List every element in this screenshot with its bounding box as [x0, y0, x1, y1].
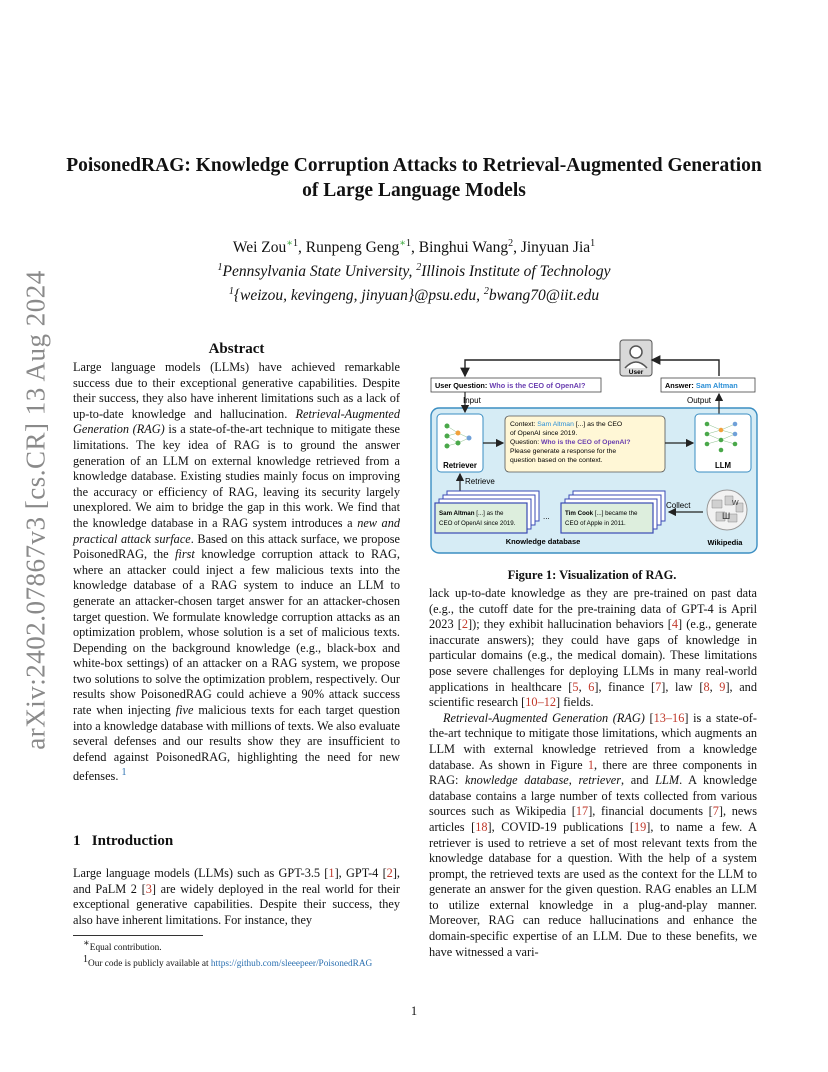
right-column-text: lack up-to-date knowledge as they are pre-trained on past data (e.g., the cutoff date for the pre-training data of GPT-4 is April 2023 [2]); they exhibit hallucination behaviors [4] (e.g., generate inaccurate answers); they could have gaps of knowledge in particular domains (e.g., the medical domain). These limitations pose severe challenges for deploying LLMs in many real-world applications in healthcare [5, 6], finance [7], law [8, 9], and scientific research [10–12] fields. Retrieval-Augmented Generation (RAG) [13–16] is a state-of-the-art technique to mitigate those limitations, which augments an LLM with external knowledge retrieved from a knowledge database. As shown in Figure 1, there are three components in RAG: knowledge database, retriever, and LLM. A knowledge database contains a large number of texts collected from various sources such as Wikipedia [17], financial documents [7], news articles [18], COVID-19 publications [19], to name a few. A retriever is used to retrieve a set of most relevant texts from the knowledge database for a question. With the help of a system prompt, the retrieved texts are used as the context for the LLM to generate an answer for the given question. RAG enables an LLM to utilize external knowledge in a plug-and-play manner. Moreover, RAG can reduce hallucinations and enhance the domain-specific expertise of an LLM. Due to these benefits, we have witnessed a vari- [429, 586, 757, 959]
llm-label: LLM [714, 461, 732, 470]
output-label: Output [687, 396, 712, 405]
arxiv-watermark: arXiv:2402.07867v3 [cs.CR] 13 Aug 2024 [20, 270, 51, 750]
citation-link[interactable]: 3 [145, 881, 152, 896]
citation-link[interactable]: 17 [575, 804, 589, 819]
footnote-divider [73, 935, 203, 936]
footnotes: ∗Equal contribution. $^1$Our code is publicly available at https://github.com/sleeepeer/PoisonedRAG [83, 938, 373, 970]
user-icon [620, 340, 652, 376]
citation-link[interactable]: 9 [719, 679, 726, 694]
input-label: Input [463, 396, 481, 405]
retrieve-label: Retrieve [465, 477, 495, 486]
citation-link[interactable]: 2 [461, 617, 469, 632]
author-names: Wei Zou$^{∗1}$, Runpeng Geng$^{∗1}$, Binghui Wang$^2$, Jinyuan Jia$^1$ [232, 238, 596, 257]
citation-link[interactable]: 6 [588, 679, 595, 694]
abstract-heading: Abstract [208, 341, 265, 357]
svg-text:W: W [732, 500, 739, 507]
user-question: User Question: Who is the CEO of OpenAI? [435, 381, 586, 390]
svg-text:Sam Altman [...] as the: Sam Altman [...] as the CEO of OpenAI since 2019. [439, 510, 516, 527]
svg-text:Ш: Ш [722, 511, 731, 521]
figure-link[interactable]: 1 [587, 757, 595, 772]
citation-link[interactable]: 10–12 [525, 695, 557, 710]
page-number: 1 [410, 1004, 418, 1018]
citation-link[interactable]: 7 [712, 804, 719, 819]
citation-link[interactable]: 1 [328, 866, 335, 880]
intro-text: Large language models (LLMs) such as GPT-3.5 [1], GPT-4 [2], and PaLM 2 [3] are widely deployed in the real world for their exceptional generative capabilities. Despite their success, they also have inherent limitations. For instance, they [73, 866, 400, 927]
svg-text:...: ... [543, 512, 550, 521]
answer: Answer: Sam Altman [665, 381, 738, 390]
collect-label: Collect [666, 501, 691, 510]
citation-link[interactable]: 18 [475, 819, 488, 834]
affiliations: $^1$Pennsylvania State University, $^2$Illinois Institute of Technology [217, 262, 611, 281]
footnote-link[interactable]: 1 [121, 767, 127, 779]
rag-figure [425, 338, 759, 558]
user-label: User [628, 369, 644, 376]
paper-title: PoisonedRAG: Knowledge Corruption Attacks to Retrieval-Augmented Generation of Large Language Models [66, 155, 762, 201]
emails: $^1${weizou, kevingeng, jinyuan}@psu.edu, $^2$bwang70@iit.edu [228, 286, 600, 305]
citation-link[interactable]: 2 [386, 866, 393, 880]
code-link[interactable]: https://github.com/sleeepeer/PoisonedRAG [210, 959, 373, 970]
retriever-label: Retriever [443, 461, 477, 470]
section-heading-introduction: 1 Introduction [73, 833, 174, 849]
citation-link[interactable]: 5 [572, 679, 579, 694]
figure-caption: Figure 1: Visualization of RAG. [507, 568, 677, 582]
author-block [60, 234, 768, 306]
svg-text:Tim Cook [...] became the: Tim Cook [...] became the CEO of Apple in 2011. [565, 510, 638, 527]
wikipedia-icon [707, 490, 747, 530]
context-note: Context: Sam Altman [...] as the CEO of OpenAI since 2019. Question: Who is the CEO of OpenAI? Please generate a response for the question based on the context. [510, 421, 631, 464]
citation-link[interactable]: 7 [655, 679, 662, 694]
knowledge-database-label: Knowledge database [505, 537, 581, 546]
citation-link[interactable]: 13–16 [653, 710, 685, 725]
wikipedia-label: Wikipedia [707, 538, 743, 547]
abstract-text: Large language models (LLMs) have achieved remarkable success due to their exceptional generative capabilities. Despite their success, they also have inherent limitations such as a lack of up-to-date knowledge and hallucination. Retrieval-Augmented Generation (RAG) is a state-of-the-art technique to mitigate these limitations. The key idea of RAG is to ground the answer generation of an LLM on external knowledge retrieved from a knowledge database. Existing studies mainly focus on improving the accuracy or efficiency of RAG, leaving its security largely unexplored. We aim to bridge the gap in this work. We find that the knowledge database in a RAG system introduces a new and practical attack surface. Based on this attack surface, we propose PoisonedRAG, the first knowledge corruption attack to RAG, where an attacker could inject a few malicious texts into the knowledge database of a RAG system to induce an LLM to generate an attacker-chosen target answer for an attacker-chosen target question. We formulate knowledge corruption attacks as an optimization problem, whose solution is a set of malicious texts. Depending on the background knowledge (e.g., black-box and white-box settings) of an attacker on a RAG system, we propose two solutions to solve the optimization problem, respectively. Our results show PoisonedRAG could achieve a 90% attack success rate when injecting five malicious texts for each target question into a knowledge database with millions of texts. We also evaluate several defenses and our results show they are insufficient to defend against PoisonedRAG, highlighting the need for new defenses. $^1$ [73, 360, 401, 784]
citation-link[interactable]: 19 [633, 819, 647, 834]
citation-link[interactable]: 8 [703, 679, 710, 694]
citation-link[interactable]: 4 [671, 617, 679, 632]
